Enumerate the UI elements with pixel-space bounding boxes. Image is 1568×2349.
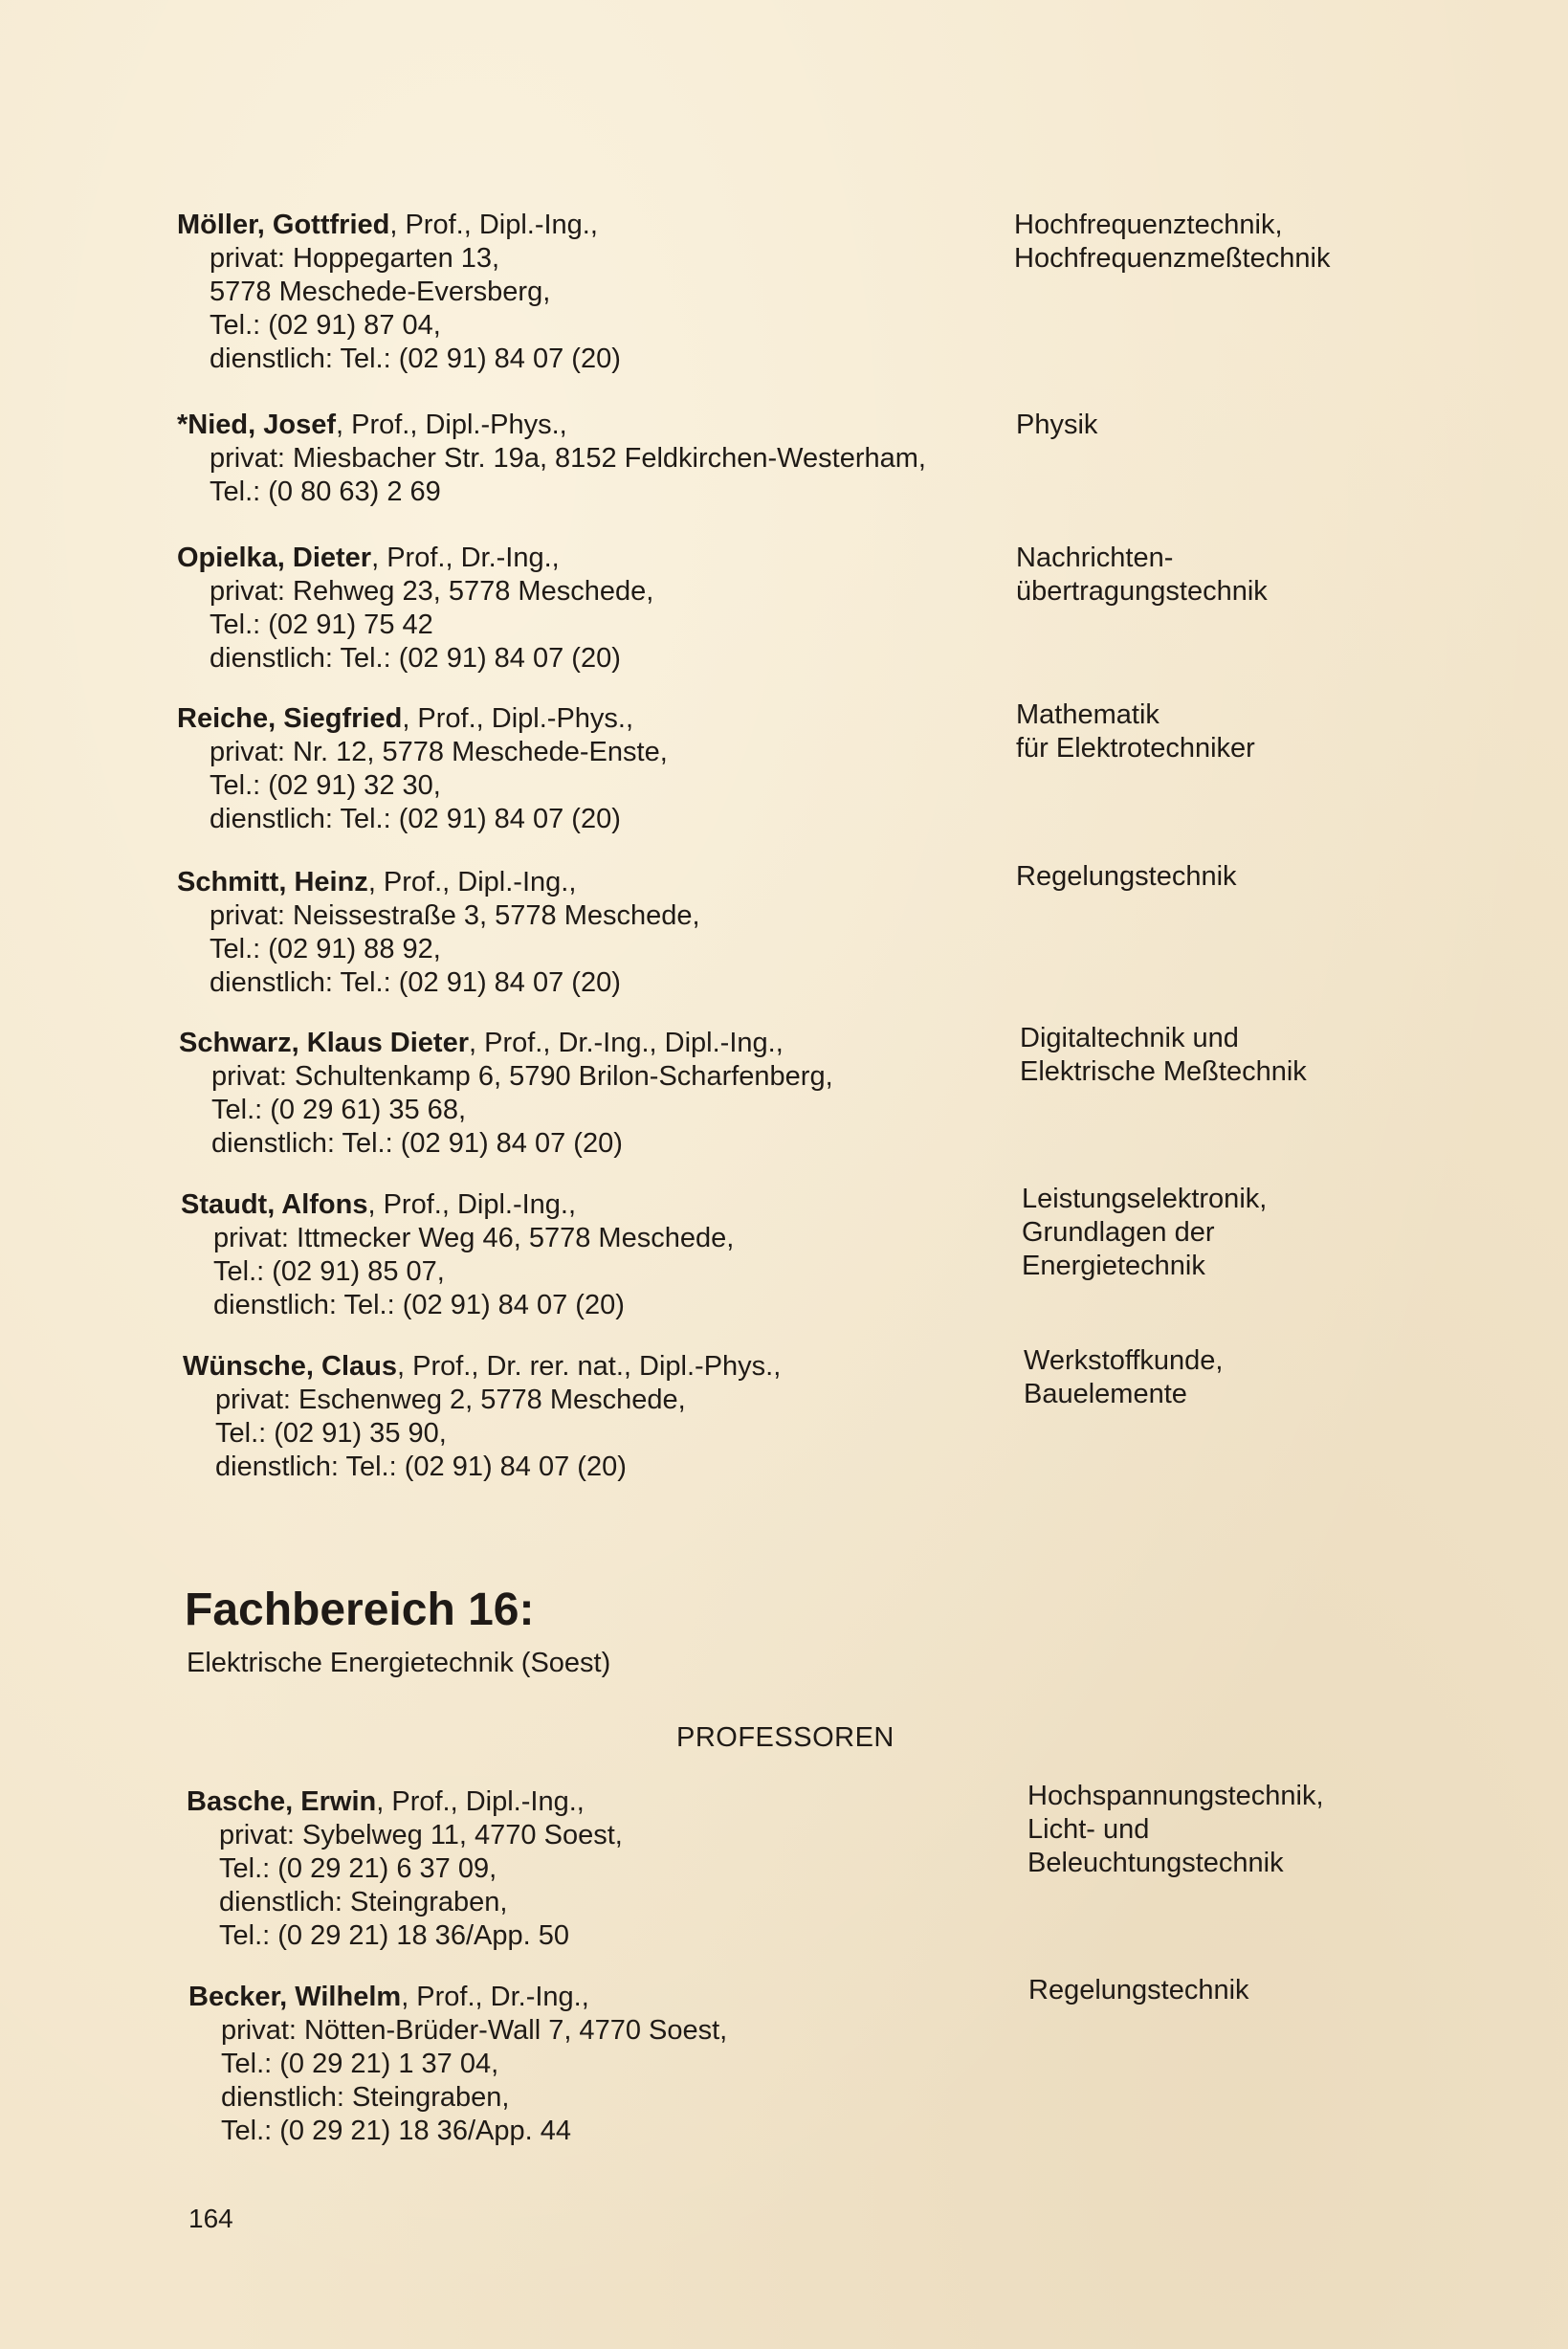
- entry-detail: privat: Eschenweg 2, 5778 Meschede,: [215, 1385, 686, 1415]
- entry-name-line: [188, 1981, 1030, 2014]
- entry-detail: Tel.: (0 29 21) 6 37 09,: [219, 1853, 497, 1884]
- subject-line: Hochfrequenztechnik,: [1014, 210, 1283, 240]
- entry-detail: privat: Nötten-Brüder-Wall 7, 4770 Soest,: [221, 2015, 728, 2046]
- entry-detail: 5778 Meschede-Eversberg,: [210, 277, 551, 307]
- entry-detail: Tel.: (0 29 61) 35 68,: [211, 1095, 466, 1125]
- entry-detail: privat: Ittmecker Weg 46, 5778 Meschede,: [213, 1223, 735, 1253]
- entry-title: , Prof., Dipl.-Ing.,: [376, 1786, 585, 1817]
- subject-line: übertragungstechnik: [1016, 576, 1268, 607]
- subject-line: Hochfrequenzmeßtechnik: [1014, 243, 1331, 274]
- staff-entry: [177, 542, 1019, 676]
- entry-subject: [1014, 209, 1512, 276]
- staff-entry: [183, 1350, 1025, 1484]
- staff-entry: [188, 1981, 1030, 2148]
- subject-line: für Elektrotechniker: [1016, 733, 1255, 764]
- entry-detail: dienstlich: Tel.: (02 91) 84 07 (20): [210, 967, 621, 998]
- subject-line: Werkstoffkunde,: [1024, 1345, 1224, 1376]
- entry-name: Wünsche, Claus: [183, 1351, 397, 1382]
- entry-name: Reiche, Siegfried: [177, 703, 403, 734]
- subject-line: Digitaltechnik und: [1020, 1023, 1239, 1053]
- entry-name-line: [179, 1027, 1021, 1060]
- section-subtitle: Elektrische Energietechnik (Soest): [187, 1648, 611, 1678]
- subject-line: Physik: [1016, 410, 1098, 440]
- staff-entry: [181, 1188, 1023, 1322]
- subject-line: Hochspannungstechnik,: [1027, 1781, 1324, 1811]
- entry-name-line: [177, 542, 1019, 575]
- entry-detail: Tel.: (0 29 21) 1 37 04,: [221, 2049, 499, 2079]
- entry-detail: Tel.: (0 29 21) 18 36/App. 44: [221, 2116, 571, 2146]
- entry-detail: dienstlich: Tel.: (02 91) 84 07 (20): [210, 643, 621, 674]
- entry-name: Becker, Wilhelm: [188, 1982, 402, 2012]
- entry-detail: Tel.: (02 91) 35 90,: [215, 1418, 447, 1449]
- entry-detail: dienstlich: Tel.: (02 91) 84 07 (20): [215, 1452, 627, 1482]
- entry-name: Staudt, Alfons: [181, 1189, 368, 1220]
- entry-title: , Prof., Dr.-Ing.,: [371, 543, 560, 573]
- entry-detail: privat: Hoppegarten 13,: [210, 243, 500, 274]
- entry-name-line: [177, 702, 1019, 736]
- entry-name-line: [177, 866, 1019, 899]
- entry-title: , Prof., Dipl.-Ing.,: [389, 210, 598, 240]
- entry-detail: privat: Rehweg 23, 5778 Meschede,: [210, 576, 654, 607]
- entry-name: Möller, Gottfried: [177, 210, 390, 240]
- staff-entry: [177, 409, 1019, 509]
- entry-detail: Tel.: (0 80 63) 2 69: [210, 476, 441, 507]
- subject-line: Elektrische Meßtechnik: [1020, 1056, 1307, 1087]
- entry-name: Opielka, Dieter: [177, 543, 372, 573]
- entry-subject: [1028, 1974, 1526, 2007]
- entry-subject: [1022, 1183, 1519, 1283]
- entry-name: Basche, Erwin: [187, 1786, 377, 1817]
- entry-detail: Tel.: (02 91) 32 30,: [210, 770, 441, 801]
- entry-detail: Tel.: (02 91) 75 42: [210, 609, 433, 640]
- entry-subject: [1016, 698, 1513, 765]
- subject-line: Grundlagen der: [1022, 1217, 1215, 1248]
- entry-detail: dienstlich: Steingraben,: [219, 1887, 508, 1917]
- entry-subject: [1016, 542, 1513, 609]
- entry-detail: Tel.: (02 91) 88 92,: [210, 934, 441, 964]
- entry-detail: privat: Miesbacher Str. 19a, 8152 Feldkirchen-Westerham,: [210, 443, 926, 474]
- entry-subject: [1016, 409, 1513, 442]
- staff-entry: [177, 866, 1019, 1000]
- entry-name-line: [177, 209, 1019, 242]
- staff-entry: [179, 1027, 1021, 1161]
- entry-name: *Nied, Josef: [177, 410, 336, 440]
- entry-detail: dienstlich: Tel.: (02 91) 84 07 (20): [213, 1290, 625, 1320]
- subject-line: Leistungselektronik,: [1022, 1184, 1268, 1214]
- entry-name-line: [187, 1785, 1028, 1819]
- entry-subject: [1024, 1344, 1521, 1411]
- entry-name-line: [177, 409, 1019, 442]
- staff-entry: [177, 209, 1019, 376]
- staff-entry: [177, 702, 1019, 836]
- entry-name: Schmitt, Heinz: [177, 867, 368, 897]
- entry-name-line: [181, 1188, 1023, 1222]
- section-title: Fachbereich 16:: [185, 1584, 535, 1635]
- entry-detail: Tel.: (02 91) 87 04,: [210, 310, 441, 341]
- entry-detail: dienstlich: Tel.: (02 91) 84 07 (20): [210, 804, 621, 834]
- subject-line: Bauelemente: [1024, 1379, 1187, 1409]
- entry-title: , Prof., Dr.-Ing., Dipl.-Ing.,: [469, 1028, 784, 1058]
- subject-line: Regelungstechnik: [1016, 861, 1237, 892]
- subject-line: Beleuchtungstechnik: [1027, 1848, 1284, 1878]
- entry-detail: privat: Schultenkamp 6, 5790 Brilon-Scharfenberg,: [211, 1061, 833, 1092]
- entry-detail: privat: Sybelweg 11, 4770 Soest,: [219, 1820, 623, 1850]
- entry-title: , Prof., Dipl.-Ing.,: [367, 1189, 577, 1220]
- entry-detail: privat: Neissestraße 3, 5778 Meschede,: [210, 900, 700, 931]
- entry-name: Schwarz, Klaus Dieter: [179, 1028, 469, 1058]
- entry-detail: dienstlich: Steingraben,: [221, 2082, 510, 2113]
- page-number: 164: [188, 2204, 233, 2233]
- staff-entry: [187, 1785, 1028, 1953]
- entry-title: , Prof., Dipl.-Phys.,: [336, 410, 567, 440]
- subject-line: Licht- und: [1027, 1814, 1150, 1845]
- subject-line: Mathematik: [1016, 699, 1159, 730]
- subject-line: Energietechnik: [1022, 1251, 1205, 1281]
- entry-detail: dienstlich: Tel.: (02 91) 84 07 (20): [210, 343, 621, 374]
- entry-title: , Prof., Dr. rer. nat., Dipl.-Phys.,: [397, 1351, 782, 1382]
- subject-line: Nachrichten-: [1016, 543, 1174, 573]
- entry-detail: privat: Nr. 12, 5778 Meschede-Enste,: [210, 737, 668, 767]
- entry-subject: [1020, 1022, 1517, 1089]
- entry-detail: Tel.: (02 91) 85 07,: [213, 1256, 445, 1287]
- entry-title: , Prof., Dipl.-Phys.,: [402, 703, 634, 734]
- subject-line: Regelungstechnik: [1028, 1975, 1249, 2006]
- entry-subject: [1016, 860, 1513, 894]
- entry-detail: Tel.: (0 29 21) 18 36/App. 50: [219, 1920, 569, 1951]
- entry-detail: dienstlich: Tel.: (02 91) 84 07 (20): [211, 1128, 623, 1159]
- entry-subject: [1027, 1780, 1525, 1880]
- entry-name-line: [183, 1350, 1025, 1384]
- section-heading: PROFESSOREN: [676, 1722, 894, 1753]
- entry-title: , Prof., Dipl.-Ing.,: [367, 867, 577, 897]
- entry-title: , Prof., Dr.-Ing.,: [401, 1982, 589, 2012]
